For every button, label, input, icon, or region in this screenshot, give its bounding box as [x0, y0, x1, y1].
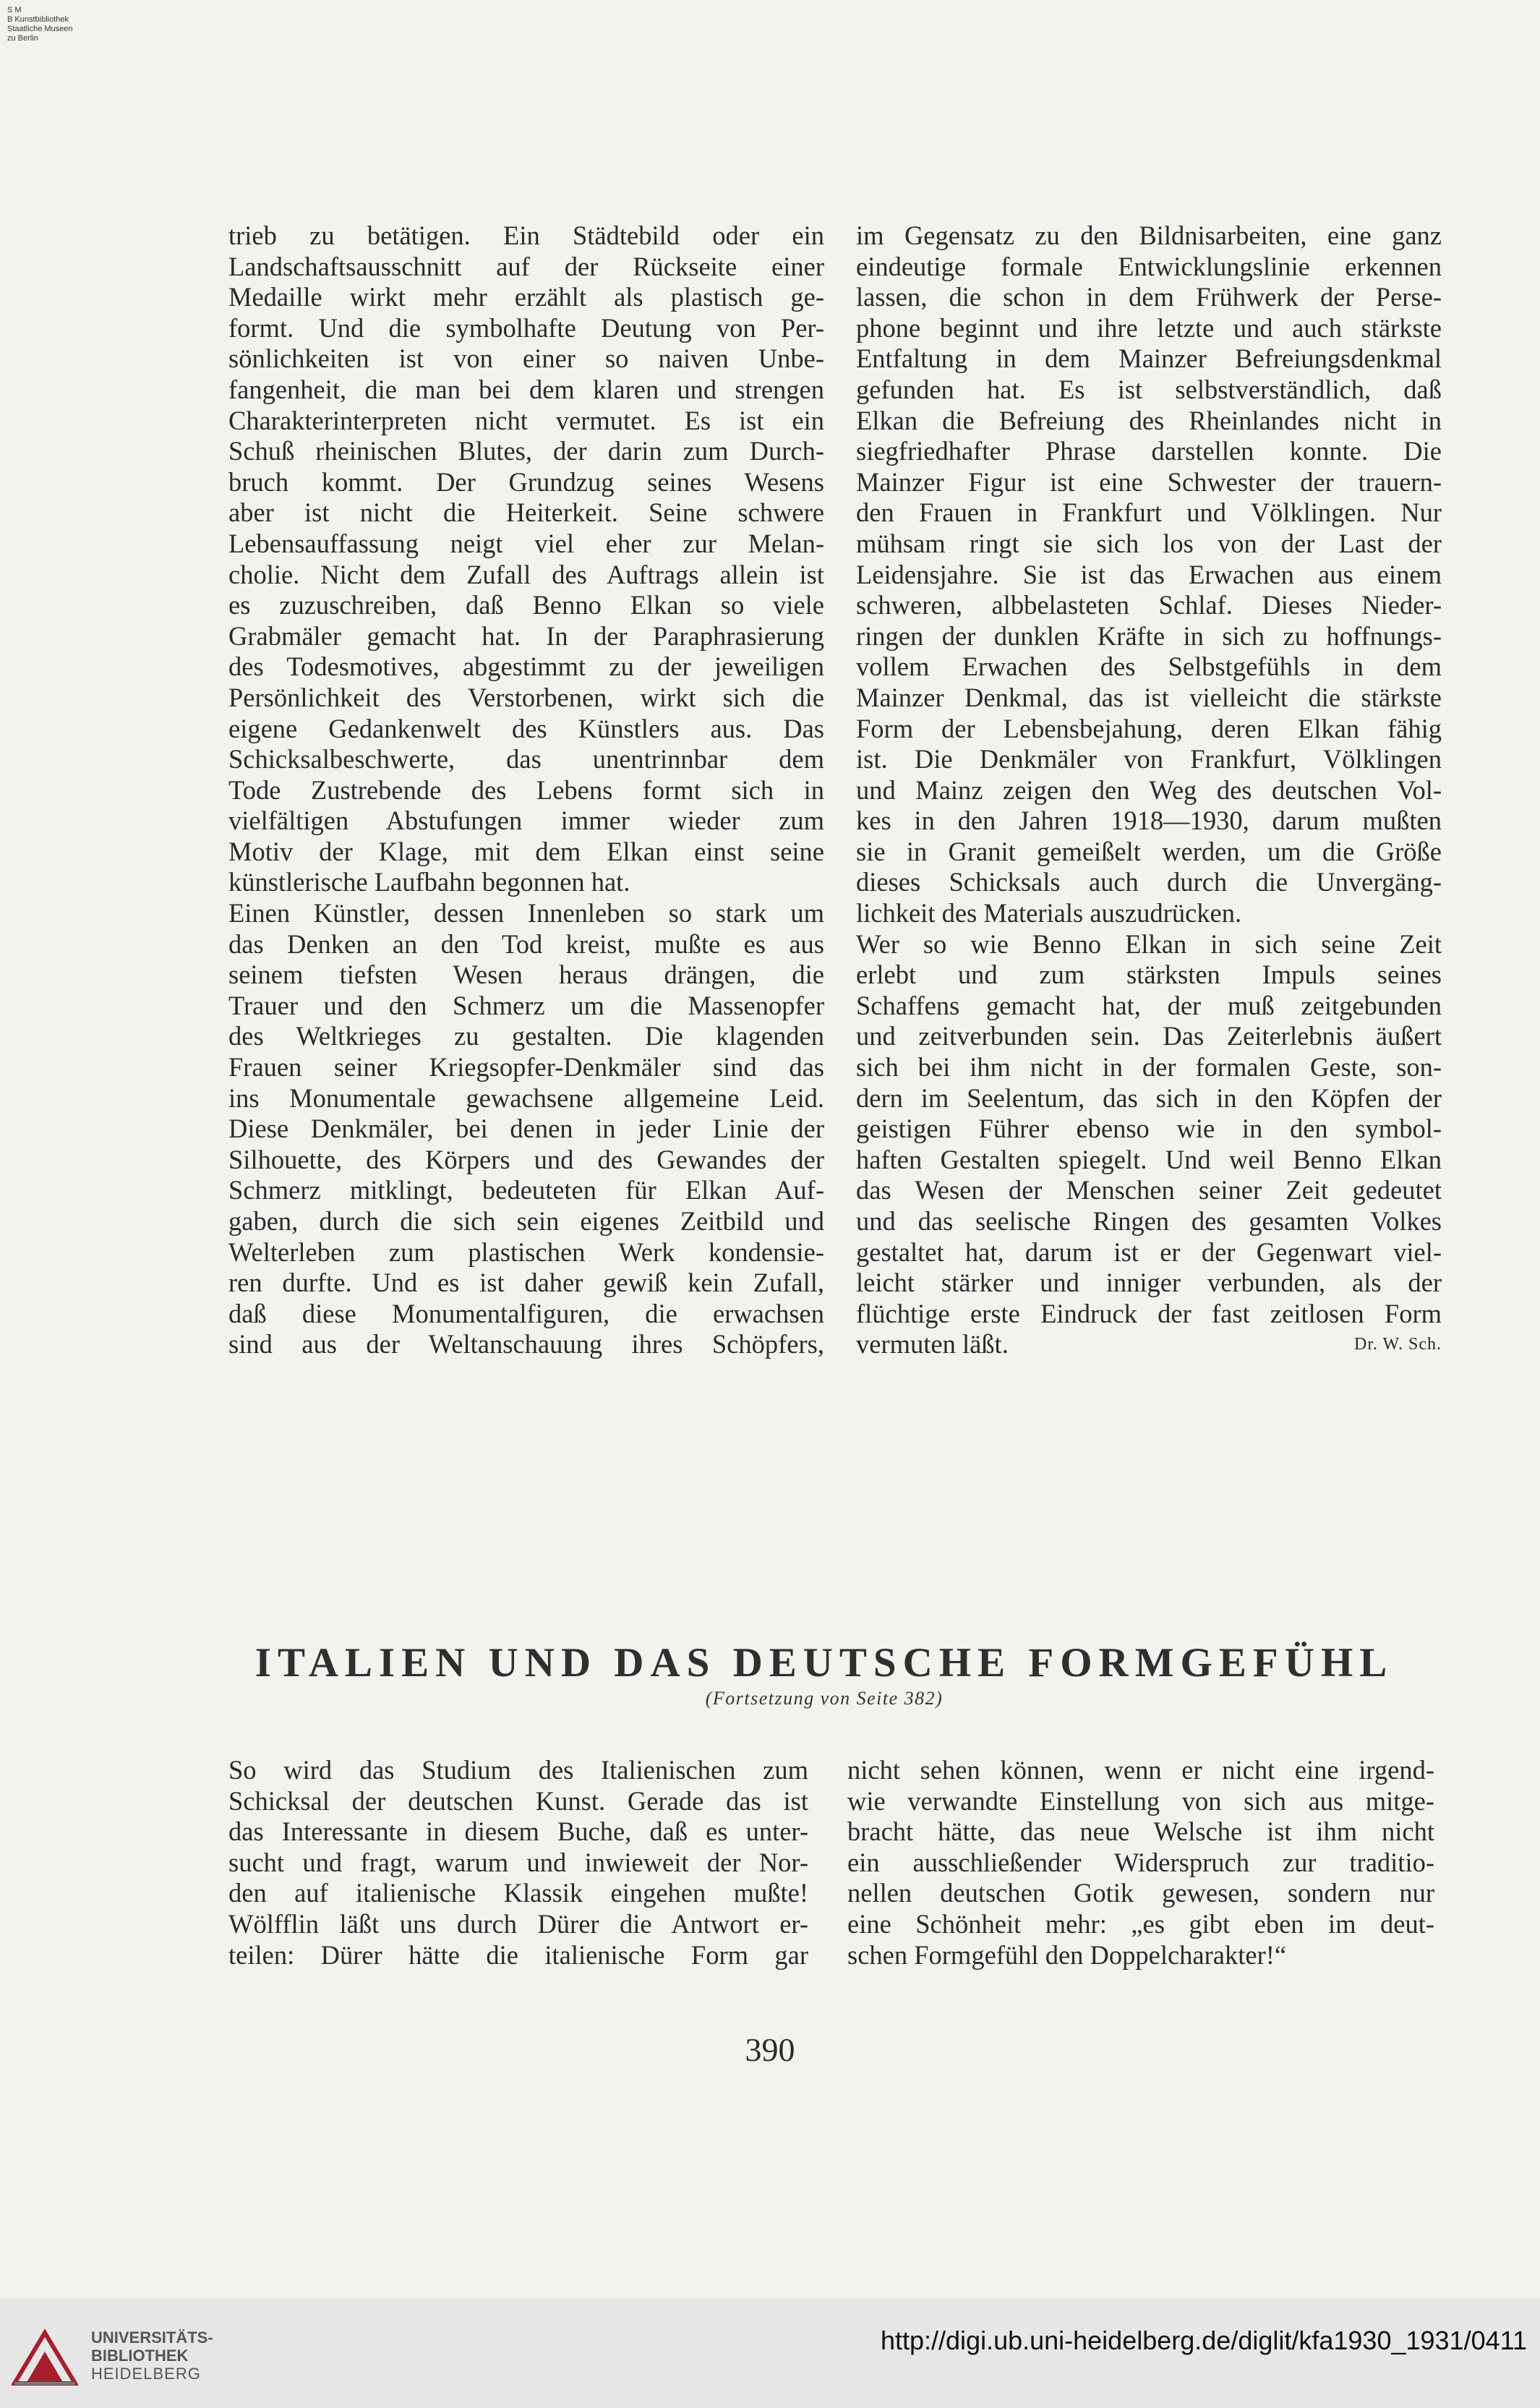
text-line: Lebensauffassung neigt viel eher zur Melan-: [228, 528, 824, 558]
text-line: das Denken an den Tod kreist, mußte es aus: [228, 928, 824, 959]
text-line: im Gegensatz zu den Bildnisarbeiten, eine ganz: [856, 221, 1442, 250]
article-two-right-column: [847, 1755, 1434, 1971]
text-line: vielfältigen Abstufungen immer wieder zum: [228, 806, 824, 836]
text-line: ins Monumentale gewachsene allgemeine Leid.: [228, 1083, 824, 1113]
text-line: das Wesen der Menschen seiner Zeit gedeutet: [856, 1175, 1442, 1205]
text-line: daß diese Monumentalfiguren, die erwachsen: [228, 1298, 824, 1328]
text-line: Trauer und den Schmerz um die Massenopfer: [228, 990, 824, 1020]
text-line: Landschaftsausschnitt auf der Rückseite einer: [228, 251, 824, 281]
text-line: ringen der dunklen Kräfte in sich zu hoffnungs-: [856, 620, 1442, 651]
text-line: phone beginnt und ihre letzte und auch stärkste: [856, 312, 1442, 343]
text-line: eindeutige formale Entwicklungslinie erkennen: [856, 251, 1442, 281]
logo-line: HEIDELBERG: [91, 2365, 201, 2383]
text-line: bracht hätte, das neue Welsche ist ihm nicht: [847, 1816, 1434, 1847]
text-line: Tode Zustrebende des Lebens formt sich in: [228, 774, 824, 805]
text-line: flüchtige erste Eindruck der fast zeitlosen Form: [856, 1298, 1442, 1328]
text-line: trieb zu betätigen. Ein Städtebild oder ein: [228, 221, 824, 250]
text-line: ein ausschließender Widerspruch zur traditio-: [847, 1847, 1434, 1877]
text-line: Elkan die Befreiung des Rheinlandes nicht in: [856, 405, 1442, 435]
text-line: Welterleben zum plastischen Werk kondensie-: [228, 1237, 824, 1267]
text-line: schen Formgefühl den Doppelcharakter!“: [847, 1939, 1287, 1970]
text-line: aber ist nicht die Heiterkeit. Seine schwere: [228, 498, 824, 528]
text-line: Mainzer Denkmal, das ist vielleicht die stärkste: [856, 682, 1442, 712]
text-line: lichkeit des Materials auszudrücken.: [856, 898, 1242, 928]
text-line: des Todesmotives, abgestimmt zu der jeweiligen: [228, 652, 824, 682]
text-line: Motiv der Klage, mit dem Elkan einst seine: [228, 836, 824, 866]
text-line: teilen: Dürer hätte die italienische Form gar: [228, 1939, 808, 1970]
text-line: Mainzer Figur ist eine Schwester der trauern-: [856, 466, 1442, 497]
text-line: gestaltet hat, darum ist er der Gegenwart viel-: [856, 1237, 1442, 1267]
text-line: Schaffens gemacht hat, der muß zeitgebunden: [856, 990, 1442, 1020]
author-signature: Dr. W. Sch.: [1353, 1335, 1442, 1354]
text-line: mühsam ringt sie sich los von der Last der: [856, 528, 1442, 558]
article-subtitle: (Fortsetzung von Seite 382): [705, 1688, 944, 1709]
text-line: wie verwandte Einstellung von sich aus mitge-: [847, 1785, 1434, 1816]
logo-line: UNIVERSITÄTS-: [91, 2328, 213, 2347]
text-line: seinem tiefsten Wesen heraus drängen, die: [228, 960, 824, 990]
text-line: und das seelische Ringen des gesamten Volkes: [856, 1206, 1442, 1236]
article-one-left-column: [228, 221, 824, 1360]
library-logo-icon: [12, 2327, 78, 2386]
text-line: den auf italienische Klassik eingehen mußte!: [228, 1878, 808, 1908]
text-line: Charakterinterpreten nicht vermutet. Es ist ein: [228, 405, 824, 435]
text-line: haften Gestalten spiegelt. Und weil Benno Elkan: [856, 1144, 1442, 1174]
text-line: ist. Die Denkmäler von Frankfurt, Völklingen: [856, 744, 1442, 774]
text-line: sich bei ihm nicht in der formalen Geste, son-: [856, 1052, 1442, 1083]
text-line: eine Schönheit mehr: „es gibt eben im deut-: [847, 1908, 1434, 1939]
article-title: ITALIEN UND DAS DEUTSCHE FORMGEFÜHL: [254, 1640, 1394, 1686]
text-line: So wird das Studium des Italienischen zum: [228, 1755, 808, 1785]
article-two-left-column: [228, 1755, 808, 1971]
text-line: Medaille wirkt mehr erzählt als plastisch ge-: [228, 282, 824, 312]
logo-line: BIBLIOTHEK: [91, 2347, 189, 2365]
text-line: erlebt und zum stärksten Impuls seines: [856, 960, 1442, 990]
stamp-line: zu Berlin: [7, 34, 38, 43]
text-line: Frauen seiner Kriegsopfer-Denkmäler sind das: [228, 1052, 824, 1083]
text-line: dern im Seelentum, das sich in den Köpfen der: [856, 1083, 1442, 1113]
text-line: und zeitverbunden sein. Das Zeiterlebnis äußert: [856, 1021, 1442, 1051]
text-line: eigene Gedankenwelt des Künstlers aus. Das: [228, 713, 824, 743]
text-line: Schmerz mitklingt, bedeuteten für Elkan Auf-: [228, 1175, 824, 1205]
text-line: cholie. Nicht dem Zufall des Auftrags allein ist: [228, 559, 824, 589]
text-line: Einen Künstler, dessen Innenleben so stark um: [228, 898, 824, 928]
text-line: gaben, durch die sich sein eigenes Zeitbild und: [228, 1206, 824, 1236]
text-line: sönlichkeiten ist von einer so naiven Unbe-: [228, 343, 824, 374]
text-line: Persönlichkeit des Verstorbenen, wirkt sich die: [228, 682, 824, 712]
text-line: nicht sehen können, wenn er nicht eine irgend-: [847, 1755, 1434, 1785]
text-line: Form der Lebensbejahung, deren Elkan fähig: [856, 713, 1442, 743]
library-stamp: [7, 6, 73, 43]
stamp-line: Staatliche Museen: [7, 25, 73, 33]
text-line: Leidensjahre. Sie ist das Erwachen aus einem: [856, 559, 1442, 589]
text-line: Silhouette, des Körpers und des Gewandes der: [228, 1144, 824, 1174]
text-line: sucht und fragt, warum und inwieweit der Nor-: [228, 1847, 808, 1877]
text-line: geistigen Führer ebenso wie in den symbol-: [856, 1114, 1442, 1144]
text-line: kes in den Jahren 1918—1930, darum mußten: [856, 806, 1442, 836]
text-line: gefunden hat. Es ist selbstverständlich, daß: [856, 374, 1442, 404]
text-line: den Frauen in Frankfurt und Völklingen. Nur: [856, 498, 1442, 528]
text-line: Schuß rheinischen Blutes, der darin zum Durch-: [228, 436, 824, 466]
text-line: lassen, die schon in dem Frühwerk der Perse-: [856, 282, 1442, 312]
text-line: sie in Granit gemeißelt werden, um die Größe: [856, 836, 1442, 866]
library-logo-text: [91, 2328, 213, 2383]
article-one-right-column: [856, 221, 1442, 1360]
text-line: das Interessante in diesem Buche, daß es unter-: [228, 1816, 808, 1847]
text-line: dieses Schicksals auch durch die Unvergäng-: [856, 867, 1442, 897]
text-line: Wölfflin läßt uns durch Dürer die Antwort er-: [228, 1908, 808, 1939]
text-line: sind aus der Weltanschauung ihres Schöpfers,: [228, 1329, 824, 1359]
text-line: fangenheit, die man bei dem klaren und strengen: [228, 374, 824, 404]
text-line: künstlerische Laufbahn begonnen hat.: [228, 867, 630, 897]
page-number: 390: [745, 2031, 795, 2068]
text-line: Diese Denkmäler, bei denen in jeder Linie der: [228, 1114, 824, 1144]
stamp-line: S M: [7, 6, 22, 14]
text-line: leicht stärker und inniger verbunden, als der: [856, 1268, 1442, 1298]
footer-bar: [0, 2298, 1540, 2408]
source-url-link[interactable]: http://digi.ub.uni-heidelberg.de/diglit/kfa1930_1931/0411: [880, 2326, 1527, 2355]
closing-line: [856, 1329, 1442, 1360]
text-line: vollem Erwachen des Selbstgefühls in dem: [856, 652, 1442, 682]
text-line: Wer so wie Benno Elkan in sich seine Zeit: [856, 928, 1442, 959]
text-line: ren durfte. Und es ist daher gewiß kein Zufall,: [228, 1268, 824, 1298]
text-line: schweren, albbelasteten Schlaf. Dieses Nieder-: [856, 590, 1442, 620]
text-line: nellen deutschen Gotik gewesen, sondern nur: [847, 1878, 1434, 1908]
text-line: des Weltkrieges zu gestalten. Die klagenden: [228, 1021, 824, 1051]
stamp-line: B Kunstbibliothek: [7, 15, 69, 24]
text-line: formt. Und die symbolhafte Deutung von Per-: [228, 312, 824, 343]
text-line: Schicksalbeschwerte, das unentrinnbar dem: [228, 744, 824, 774]
text-line: bruch kommt. Der Grundzug seines Wesens: [228, 466, 824, 497]
text-line: Entfaltung in dem Mainzer Befreiungsdenkmal: [856, 343, 1442, 374]
text-line: siegfriedhafter Phrase darstellen konnte. Die: [856, 436, 1442, 466]
text-line: Schicksal der deutschen Kunst. Gerade das ist: [228, 1785, 808, 1816]
text-line: und Mainz zeigen den Weg des deutschen Vol-: [856, 774, 1442, 805]
text-line: es zuzuschreiben, daß Benno Elkan so viele: [228, 590, 824, 620]
text-line: Grabmäler gemacht hat. In der Paraphrasierung: [228, 620, 824, 651]
text-line: vermuten läßt.: [856, 1329, 1009, 1359]
